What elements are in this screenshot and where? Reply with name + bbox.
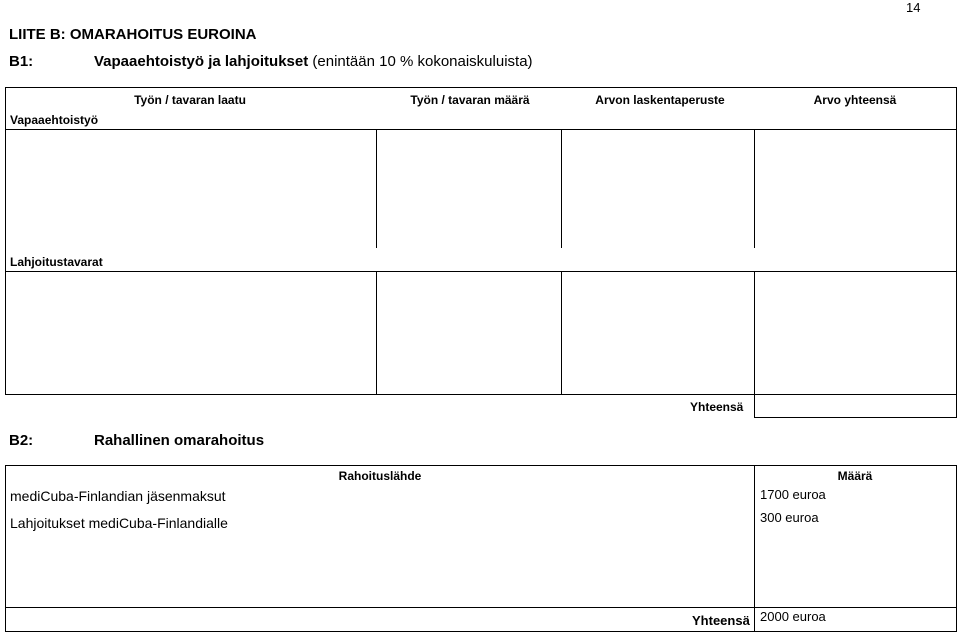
b2-row-source: mediCuba-Finlandian jäsenmaksut bbox=[10, 488, 226, 504]
b1-table-rule bbox=[5, 129, 957, 130]
b1-row-label-volunteer-work: Vapaaehtoistyö bbox=[10, 113, 99, 127]
b1-table-rule bbox=[5, 394, 957, 395]
b2-row-source: Lahjoitukset mediCuba-Finlandialle bbox=[10, 515, 228, 531]
section-b2-code: B2: bbox=[9, 432, 34, 449]
b2-table-right-border bbox=[956, 465, 957, 632]
b1-col-divider bbox=[376, 271, 377, 395]
page-number: 14 bbox=[906, 0, 921, 15]
b1-total-label: Yhteensä bbox=[690, 400, 744, 414]
b1-total-bottom-border bbox=[754, 417, 957, 418]
section-b2-title: Rahallinen omarahoitus bbox=[94, 432, 265, 449]
b1-col-divider bbox=[376, 129, 377, 248]
b2-row-amount: 300 euroa bbox=[760, 510, 819, 525]
b1-col-divider bbox=[561, 271, 562, 395]
b2-row-amount: 1700 euroa bbox=[760, 487, 826, 502]
b1-col-header-quantity: Työn / tavaran määrä bbox=[410, 93, 530, 107]
b2-total-label: Yhteensä bbox=[692, 613, 750, 628]
b1-col-divider bbox=[561, 129, 562, 248]
b1-col-header-total-value: Arvo yhteensä bbox=[813, 93, 897, 107]
b2-col-header-source: Rahoituslähde bbox=[338, 469, 422, 483]
b2-table-left-border bbox=[5, 465, 6, 632]
b2-col-header-amount: Määrä bbox=[837, 469, 873, 483]
b1-col-divider bbox=[754, 271, 755, 418]
b1-table-left-border bbox=[5, 87, 6, 395]
section-b1-title-rest: (enintään 10 % kokonaiskuluista) bbox=[308, 53, 533, 70]
b1-col-divider bbox=[754, 129, 755, 248]
document-title: LIITE B: OMARAHOITUS EUROINA bbox=[9, 26, 257, 43]
b1-table-rule bbox=[5, 271, 957, 272]
section-b1-title-bold: Vapaaehtoistyö ja lahjoitukset bbox=[94, 53, 309, 70]
b1-col-header-basis: Arvon laskentaperuste bbox=[595, 93, 725, 107]
b1-row-label-donated-goods: Lahjoitustavarat bbox=[10, 255, 103, 269]
b2-total-amount: 2000 euroa bbox=[760, 609, 826, 624]
b1-table-top-border bbox=[5, 87, 957, 88]
b2-table-bottom-border bbox=[5, 631, 957, 632]
section-b1-code: B1: bbox=[9, 53, 34, 70]
section-b1-title bbox=[94, 53, 533, 70]
b1-table-right-border bbox=[956, 87, 957, 418]
b2-col-divider bbox=[754, 465, 755, 632]
b2-table-top-border bbox=[5, 465, 957, 466]
b1-col-header-type: Työn / tavaran laatu bbox=[134, 93, 246, 107]
b2-table-rule bbox=[5, 607, 957, 608]
